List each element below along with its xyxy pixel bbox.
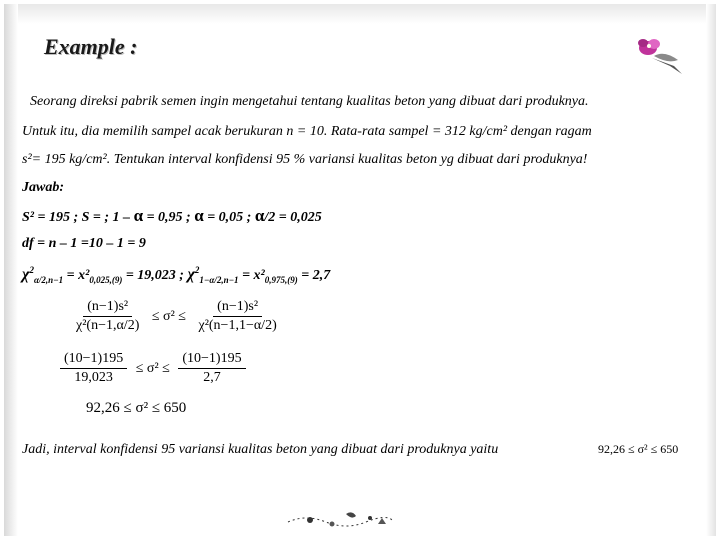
left-denominator: 19,023 (74, 370, 113, 385)
problem-line-1: Seorang direksi pabrik semen ingin mengetahui tentang kualitas beton yang dibuat dari produknya. (30, 94, 589, 109)
right-denominator: χ²(n−1,1−α/2) (198, 318, 277, 333)
slide-border-left (4, 4, 18, 536)
decorative-flower-icon (634, 36, 686, 76)
right-denominator: 2,7 (203, 370, 221, 385)
interval-result: 92,26 ≤ σ² ≤ 650 (86, 400, 187, 416)
left-fraction (72, 298, 143, 335)
problem-line-3: s²= 195 kg/cm². Tentukan interval konfidensi 95 % variansi kualitas beton yg dibuat dari produknya! (22, 152, 588, 167)
numeric-interval-formula (60, 350, 246, 387)
right-fraction (194, 298, 280, 335)
answer-label: Jawab: (22, 180, 64, 195)
alpha-text-3: /2 = 0,025 (264, 210, 322, 225)
chi-text-2: = 19,023 ; (122, 268, 188, 283)
alpha-symbol: α (194, 206, 204, 225)
left-numerator: (10−1)195 (60, 350, 127, 369)
left-denominator: χ²(n−1,α/2) (76, 318, 140, 333)
right-fraction (178, 350, 245, 387)
left-fraction (60, 350, 127, 387)
alpha-symbol: α (133, 206, 144, 225)
inequality: ≤ σ² ≤ (151, 308, 186, 324)
footer-ornament-icon (286, 508, 394, 532)
right-numerator: (n−1)s² (213, 298, 262, 317)
chi-text-1: = x² (63, 268, 90, 283)
slide-border-right (706, 4, 716, 536)
problem-line-2: Untuk itu, dia memilih sampel acak berukuran n = 10. Rata-rata sampel = 312 kg/cm² dengan ragam (22, 124, 592, 139)
s2-text: S² = 195 ; S = ; 1 – (22, 210, 134, 225)
chi-sub-2: 0,975,(9) (264, 275, 298, 285)
chi-square-symbol: $\chi^2_{1-\alpha/2,n-1}$ (187, 265, 239, 285)
alpha-text-1: = 0,95 ; (143, 210, 195, 225)
right-numerator: (10−1)195 (178, 350, 245, 369)
chi-text-4: = 2,7 (297, 268, 331, 283)
inequality: ≤ σ² ≤ (135, 360, 170, 376)
conclusion-formula: 92,26 ≤ σ² ≤ 650 (598, 442, 679, 456)
general-interval-formula (72, 298, 281, 335)
degrees-of-freedom-line: df = n – 1 =10 – 1 = 9 (22, 236, 146, 251)
chi-square-values-line (22, 265, 330, 285)
left-numerator: (n−1)s² (83, 298, 132, 317)
chi-text-3: = x² (238, 268, 265, 283)
given-values-line (22, 206, 322, 226)
conclusion-text: Jadi, interval konfidensi 95 variansi kualitas beton yang dibuat dari produknya yaitu (22, 442, 499, 457)
slide-title: Example : (44, 34, 138, 59)
alpha-symbol: α (254, 206, 265, 225)
alpha-text-2: = 0,05 ; (203, 210, 255, 225)
slide-border-top (8, 4, 712, 24)
chi-square-symbol: $\chi^2_{\alpha/2,n-1}$ (22, 265, 64, 285)
chi-sub-1: 0,025,(9) (89, 275, 123, 285)
